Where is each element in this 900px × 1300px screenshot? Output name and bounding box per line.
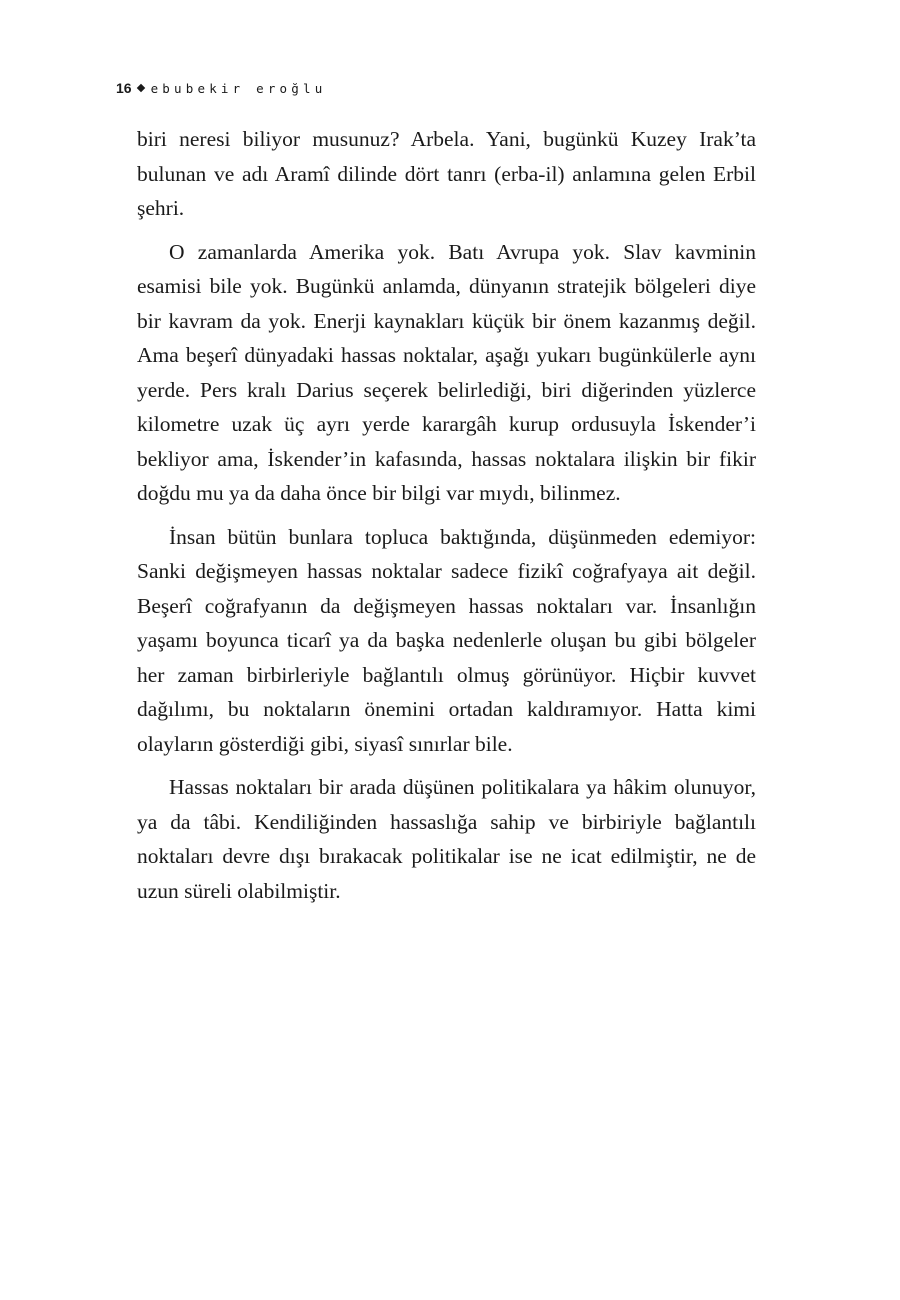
diamond-separator-icon <box>136 84 144 92</box>
page-number: 16 <box>116 80 132 96</box>
running-header <box>116 76 326 100</box>
author-name: ebubekir eroğlu <box>150 80 327 96</box>
paragraph-1: biri neresi biliyor musunuz? Arbela. Yani, bugünkü Kuzey Irak’ta bulunan ve adı Aramî dilinde dört tanrı (erba-il) anlamına gelen Erbil şehri. <box>137 127 756 220</box>
paragraph-2: O zamanlarda Amerika yok. Batı Avrupa yok. Slav kavminin esamisi bile yok. Bugünkü anlamda, dünyanın stratejik bölgeleri diye bir kavram da yok. Enerji kaynakları küçük bir önem kazanmış değil. Ama beşerî dünyadaki hassas noktalar, aşağı yukarı bugünkülerle aynı yerde. Pers kralı Darius seçerek belirlediği, biri diğerinden yüzlerce kilometre uzak üç ayrı yerde karargâh kurup ordusuyla İskender’i bekliyor ama, İskender’in kafasında, hassas noktalara ilişkin bir fikir doğdu mu ya da daha önce bir bilgi var mıydı, bilinmez. <box>137 239 756 505</box>
body-text <box>137 122 756 917</box>
paragraph-4: Hassas noktaları bir arada düşünen politikalara ya hâkim olunuyor, ya da tâbi. Kendiliğinden hassaslığa sahip ve birbiriyle bağlantılı noktaları devre dışı bırakacak politikalar ise ne icat edilmiştir, ne de uzun süreli olabilmiştir. <box>137 775 756 903</box>
paragraph-3: İnsan bütün bunlara topluca baktığında, düşünmeden edemiyor: Sanki değişmeyen hassas noktalar sadece fizikî coğrafyaya ait değil. Beşerî coğrafyanın da değişmeyen hassas noktaları var. İnsanlığın yaşamı boyunca ticarî ya da başka nedenlerle oluşan bu gibi bölgeler her zaman birbirleriyle bağlantılı olmuş görünüyor. Hiçbir kuvvet dağılımı, bu noktaların önemini ortadan kaldıramıyor. Hatta kimi olayların gösterdiği gibi, siyasî sınırlar bile. <box>137 524 756 756</box>
